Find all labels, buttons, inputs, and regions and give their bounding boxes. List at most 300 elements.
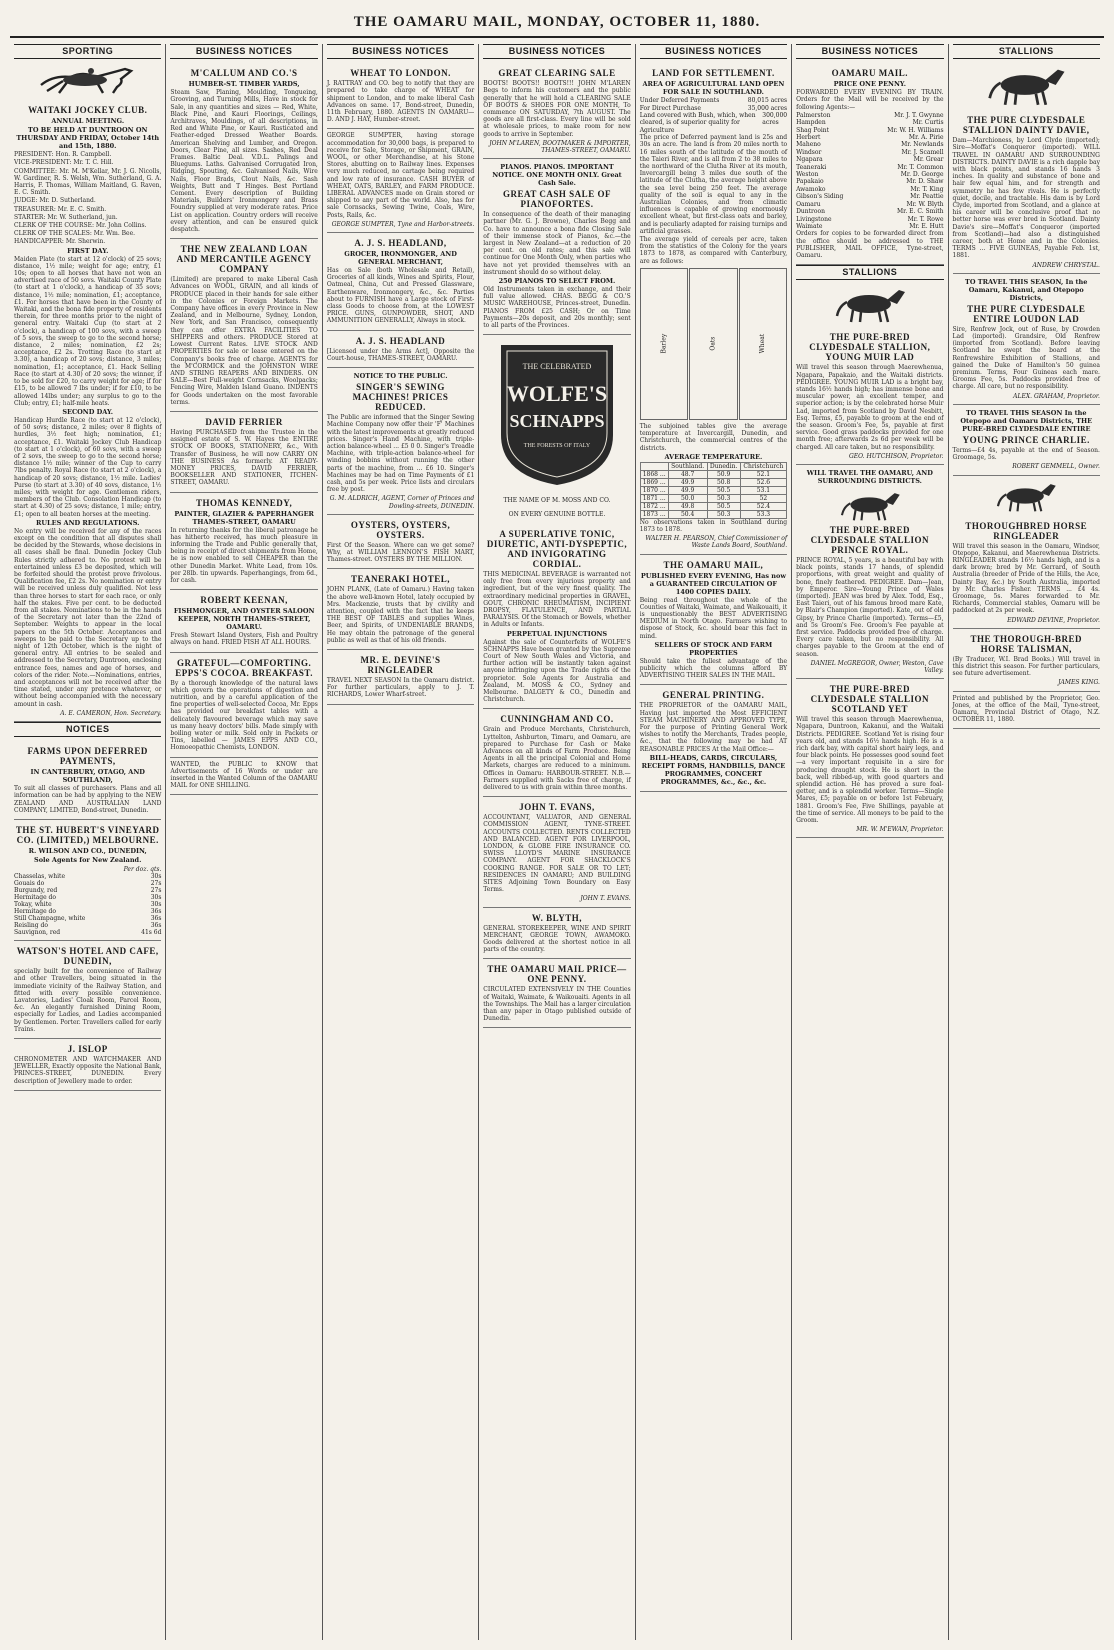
first-day-races: Maiden Plate (to start at 12 o'clock) of 25 sovs; distance, 1½ mile; weight for age; entry, £1 10s; open to all horses that have not won an advertised race of 50 sovs. Waitaki County Plate (to start at 1 o'clock), a handicap of 35 sovs; distance, 1½ mile; nomination, £1; acceptance, £1. For horses that have been in the County of Waitaki, and the bona fide property of residents therein, for three months prior to the night of general entry. Waitaki Cup (to start at 2 o'clock), a handicap of 100 sovs, with a sweep of 5 sovs, the sweep to go to the second horse; distance, 2 miles; nomination, £2 2s; acceptance, £2 2s. Trotting Race (to start at 3.30), a handicap of 20 sovs; distance, 3 miles; nomination, £1; acceptance, £1. Hack Selling Race (to start at 4.30) of 20 sovs; the winner, if to be sold for £20, to carry weight for age; if for £15, to be allowed 7 lbs under; if for £10, to be allowed 14lbs under; any surplus to go to the Club; entry, £1; half-mile heats.: [14, 255, 162, 407]
ad-title: THE NEW ZEALAND LOAN AND MERCANTILE AGENCY COMPANY: [176, 244, 312, 275]
temp-cell: 50.5: [707, 486, 740, 494]
ad-title: THE ST. HUBERT'S VINEYARD CO. (LIMITED,) MELBOURNE.: [15, 825, 160, 846]
agent-row: [796, 164, 943, 171]
printing-list: BILL-HEADS, CARDS, CIRCULARS, RECEIPT FORMS, HANDBILLS, DANCE PROGRAMMES, CONCERT PROGRAMMES, &c., &c., &c.: [641, 753, 786, 786]
ad-body: Being read throughout the whole of the Counties of Waitaki, Waimate, and Waikouaiti, it is unquestionably the BEST ADVERTISING MEDIUM in North Otago. Farmers wishing to dispose of Stock, &c. should bear this fact in mind.: [639, 596, 788, 640]
temp-cell: 50.5: [707, 502, 740, 510]
ad-body: By a thorough knowledge of the natural laws which govern the operations of digestion and nutrition, and by a careful application of the fine properties of well-selected Cocoa, Mr. Epps has provided our breakfast tables with a delicately flavoured beverage which may save us many heavy doctors' bills. Made simply with boiling water or milk. Sold only in Packets or Tins, labelled — JAMES EPPS AND CO., Homoeopathic Chemists, LONDON.: [170, 679, 318, 752]
yield-column-label: Oats: [709, 336, 717, 351]
land-row-label: For Direct Purchase: [639, 104, 701, 112]
temperature-table: [640, 462, 787, 519]
starter: STARTER: Mr. W. Sutherland, jun.: [14, 213, 118, 221]
agent-row: [796, 193, 943, 200]
signature: JOHN T. EVANS.: [580, 895, 631, 903]
handicapper: HANDICAPPER: Mr. Sherwin.: [14, 238, 106, 246]
yield-column: [689, 268, 737, 420]
ad-title: THE PURE-BRED CLYDESDALE STALLION SCOTLAND YET: [810, 684, 929, 715]
ad-subtitle: IN CANTERBURY, OTAGO, AND SOUTHLAND,: [30, 768, 145, 785]
ad-title: THOROUGHBRED HORSE RINGLEADER: [965, 520, 1088, 541]
columns-container: [10, 44, 1104, 1640]
ad-title: WHEAT TO LONDON.: [350, 68, 451, 79]
horse-icon: [825, 284, 915, 324]
emblem-right-text: ON EVERY GENUINE BOTTLE.: [508, 510, 606, 518]
agent-name: Mr. Peattie: [910, 193, 944, 201]
signature: WALTER H. PEARSON, Chief Commissioner of Waste Lands Board, Southland.: [645, 535, 788, 550]
wine-name: Hermitage do: [14, 908, 56, 916]
ad-body: ACCOUNTANT, VALUATOR, AND GENERAL COMMISSION AGENT, TYNE-STREET. ACCOUNTS COLLECTED. RENTS COLLECTED AND BALANCED. AGENT FOR LIVERPOOL, LONDON, & GLOBE FIRE INSURANCE CO. SWISS LLOYD'S MARINE INSURANCE COMPANY. AGENT FOR SHACKLOCK'S COOKING RANGE. FOR SALE OR TO LET; RESIDENCES IN OAMARU; AND BUILDING SITES Adjoining Town Boundary on Easy Terms.: [483, 814, 631, 894]
agent-row: [796, 134, 943, 141]
wine-row: [14, 929, 161, 936]
wine-price: 27s: [150, 880, 162, 888]
temp-cell: 1872 ...: [640, 502, 668, 510]
ad-title: THE PURE CLYDESDALE ENTIRE LOUDON LAD: [967, 303, 1086, 324]
ad-body: GENERAL STOREKEEPER, WINE AND SPIRIT MERCHANT, GEORGE TOWN, AWAMOKO. Goods delivered at the shortest notice in all parts of the country.: [483, 924, 631, 954]
ad-title: W. BLYTH,: [531, 912, 583, 923]
temp-cell: 50.3: [707, 494, 740, 502]
column-header: BUSINESS NOTICES: [327, 44, 474, 59]
ad-body: (Limited) are prepared to make Liberal Cash Advances on WOOL, GRAIN, and all kinds of PRODUCE placed in their hands for sale either in the Colonies or Foreign Markets. The Company have offices in every Province in New Zealand, and in Melbourne, Sydney, London, New York, and San Francisco, consequently they can offer EXTRA FACILITIES TO SHIPPERS and others. PRODUCE Stored at Lowest Current Rates. LIVE STOCK AND PROPERTIES for sale or lease entered on the Company's books free of charge. AGENTS for the M'CORMICK and the JOHNSTON WIRE AND STRING REAPERS AND BINDERS. ON SALE—Best Full-weight Cornsacks, Woolpacks; Fencing Wire, Malden Island Guano. INDENTS for Goods undertaken on the most favorable terms.: [170, 276, 318, 406]
judge: JUDGE: Mr. D. Sutherland.: [14, 197, 96, 205]
wine-price: 36s: [150, 922, 162, 930]
temp-cell: 49.8: [668, 502, 707, 510]
ad-dainty-davie: [953, 110, 1100, 274]
column-header: BUSINESS NOTICES: [170, 44, 317, 59]
ad-wanted: [170, 758, 317, 796]
agent-place: Awamoko: [796, 185, 826, 193]
temp-row: [640, 486, 786, 494]
agent-row: [796, 119, 943, 126]
wine-row: [14, 894, 161, 901]
ad-land-settlement: [640, 63, 787, 554]
agent-name: Mr. E. Hutt: [909, 222, 944, 230]
ad-ferrier: [170, 412, 317, 493]
agent-row: [796, 208, 943, 215]
temp-cell: 53.1: [740, 486, 786, 494]
temp-row: [640, 494, 786, 502]
ad-title: WATSON'S HOTEL AND CAFE, DUNEDIN,: [16, 946, 159, 967]
ad-body: specially built for the convenience of Railway and other Travellers, being situated in the immediate vicinity of the Railway Station, and fitted with every possible convenience. Lavatories, Ladies' Cloak Room, Parcel Room, &c. An elegantly furnished Dining Room, especially for Ladies, and Ladies accompanied by Gentlemen. Porter. Travellers called for early Trains.: [14, 968, 162, 1033]
ad-subtitle: R. WILSON AND CO., DUNEDIN,: [28, 847, 147, 856]
ad-title: TEANERAKI HOTEL,: [351, 574, 451, 585]
wine-row: [14, 915, 161, 922]
yield-column: [640, 268, 688, 420]
agent-row: [796, 178, 943, 185]
agent-place: Shag Point: [796, 126, 830, 134]
imprint-text: Printed and published by the Proprietor, Geo. Jones, at the office of the Mail, Tyne-street, Oamaru, Provincial District of Otago, N.Z. OCTOBER 11, 1880.: [952, 694, 1100, 724]
column-header: BUSINESS NOTICES: [483, 44, 630, 59]
signature: JAMES KING.: [1058, 679, 1100, 687]
agent-row: [796, 216, 943, 223]
temp-cell: 52.4: [740, 502, 786, 510]
temp-cell: 1871 ...: [640, 494, 668, 502]
signature: ALEX. GRAHAM, Proprietor.: [1013, 392, 1100, 400]
agent-row: [796, 127, 943, 134]
ad-body: Orders for copies to be forwarded direct from the office should be addressed to THE PUBLISHER, MAIL OFFICE, Tyne-street, Oamaru.: [796, 230, 944, 259]
emblem-main-text: WOLFE'S: [506, 381, 608, 407]
ad-body: Against the sale of Counterfeits of WOLFE'S SCHNAPPS Have been granted by the Supreme Court of New South Wales and Victoria, and further action will be instantly taken against anyone infringing upon the Trade rights of the proprietor. Sole Agents for Australia and Zealand, M. MOSS & CO., Sydney and Melbourne. DALGETY & CO., Dunedin and Christchurch.: [483, 638, 631, 704]
ad-subtitle: PAINTER, GLAZIER & PAPERHANGER THAMES-STREET, OAMARU: [174, 509, 314, 526]
ad-body: (By Traducer, W.I. Brad Books.) Will travel in this district this season. For further particulars, see future advertisement.: [952, 655, 1100, 678]
temp-cell: 50.9: [707, 470, 740, 478]
clerk-course: CLERK OF THE COURSE: Mr. John Collins.: [14, 222, 147, 230]
temp-header-cell: [640, 462, 668, 470]
land-row-value: 35,000 acres: [747, 104, 788, 112]
yield-column-label: Barley: [660, 334, 668, 354]
ad-title: MR. E. DEVINE'S RINGLEADER: [360, 654, 441, 675]
agent-row: [796, 186, 943, 193]
wine-price: 36s: [150, 915, 162, 923]
president: PRESIDENT: Hon. R. Campbell.: [14, 151, 112, 159]
ad-subtitle: PRICE ONE PENNY.: [833, 80, 906, 89]
ad-title: THOMAS KENNEDY,: [196, 497, 293, 508]
ad-body: Will travel this season through Maerewhenua, Ngapara, Papakaio, and the Waitaki districts. PEDIGREE. YOUNG MUIR LAD is a bright bay, stands 16½ hands high; has immense bone and muscular power, an excellent temper, and superior action; is by the celebrated horse Muir Lad, imported from Scotland by David Nesbitt, Esq. Terms, £5, payable to groom at the end of the season. Groom's Fee, 5s, payable at first service. Good grass paddocks provided for one month free; afterwards 2s 6d per week will be charged. All care taken, but no responsibility.: [796, 364, 944, 451]
emblem-top-text: THE CELEBRATED: [522, 362, 592, 372]
ad-vineyard: [14, 820, 161, 941]
ad-farms: [14, 741, 161, 820]
wine-price: 30s: [150, 873, 162, 881]
ad-body: The average yield of cereals per acre, taken from the statistics of the Colony for the years 1873 to 1878, as compared with Canterbury, are as follows:: [639, 236, 788, 265]
wine-row: [14, 901, 161, 908]
temp-cell: 52: [740, 494, 786, 502]
ad-body: Will travel this season in the Oamaru, Windsor, Otepopo, Kakanui, and Maerewhenua Districts. RINGLEADER stands 16½ hands high, and is a dark brown; bred by Mr. Gerrard, of South Australia (breeder of Pride of the Hills, the Ace, Dainty Bay, &c.) by South Australia, imported by Mr. Charles Fisher. TERMS ... £4 4s. Groomage, 5s. Mares forwarded to Mr. Richards, Commercial stables, Oamaru will be paddocked at 2s per week.: [952, 542, 1100, 615]
ad-title: FARMS UPON DEFERRED PAYMENTS,: [27, 746, 148, 767]
temp-cell: 1869 ...: [640, 478, 668, 486]
ad-title: JOHN T. EVANS,: [519, 802, 595, 813]
column-business-4: [636, 44, 792, 1640]
agent-name: Mr. E. C. Smith: [896, 208, 944, 216]
wine-price: 30s: [150, 894, 162, 902]
agent-row: [796, 171, 943, 178]
ad-body: GEORGE SUMPTER, having storage accommodation for 30,000 bags, is prepared to receive for Sale, Storage, or Shipment, GRAIN, WOOL, or other Merchandise, at his Stone Stores, abutting on to Railway lines. Expenses very much reduced, no cartage being required and low rate of insurance. CASH BUYER of WHEAT, OATS, BARLEY, and FARM PRODUCE. LIBERAL ADVANCES made on Grain stored or shipped to any part of the world. Also, has for sale Cornsacks, Sewing Twine, Coals, Wire, Posts, Rails, &c.: [326, 132, 475, 219]
ad-title: A. J. S. HEADLAND: [355, 335, 446, 346]
racehorse-icon: [33, 63, 143, 97]
wine-name: Reisling do: [14, 922, 48, 930]
ad-talisman: [953, 629, 1100, 692]
horse-illustration: [953, 63, 1100, 107]
temp-header-cell: Southland.: [668, 462, 707, 470]
ad-prince-royal: [796, 465, 943, 679]
horse-illustration: [953, 479, 1100, 513]
ad-body: The price of Deferred payment land is 25s and 30s an acre. The land is from 20 miles north to 16 miles south of the latitude of the mouth of the Taieri River, and is all from 2 to 38 miles to the northward of the Clutha River at its mouth, Invercargill being 3 miles due south of the latitude of the Clutha, the average height above the sea level being 250 feet. The average quality of the soil is equal to any in the Australian Colonies, and from climatic influences is capable of growing enormously excellent wheat, but first-class oats and barley, and is peculiarly adapted for raising turnips and artificial grasses.: [639, 134, 788, 235]
ad-body: Having PURCHASED from the Trustee in the assigned estate of S. W. Hayes the ENTIRE STOCK OF BOOKS, STATIONERY, &c., With Transfer of Business, he will now CARRY ON THE BUSINESS As formerly. AT READY-MONEY PRICES, DAVID FERRIER, BOOKSELLER AND STATIONER, ITCHEN-STREET, OAMARU.: [170, 428, 318, 487]
agent-place: Waimate: [796, 222, 823, 230]
agents-list: [796, 112, 943, 231]
wine-row: [14, 922, 161, 929]
ad-title: M'CALLUM AND CO.'S: [190, 68, 298, 79]
wine-row: [14, 887, 161, 894]
agent-place: Oamaru: [796, 200, 821, 208]
agent-row: [796, 141, 943, 148]
per-doz-label: Per doz. qts.: [123, 866, 162, 874]
emblem-main-text-2: SCHNAPPS: [509, 411, 605, 432]
second-day-races: Handicap Hurdle Race (to start at 12 o'clock), of 50 sovs; distance, 2 miles; over 8 flights of hurdles, 3½ feet high; nomination, £1; acceptance, £1. Waitaki Jockey Club Handicap (to start at 1 o'clock), of 60 sovs, with a sweep of 2 sovs, the sweep to go to the second horse; distance 1½ mile; winner of the Cup to carry 7lbs penalty. Royal Race (to start at 2 o'clock), a handicap of 20 sovs; distance, 1½ mile. Ladies' Purse (to start at 3.30) of 40 sovs, distance, 1½ miles; with weight for age. Gentlemen riders, members of the Club. Consolation Handicap (to start at 4.30) of 25 sovs; distance, 1 mile; entry, £1; open to all beaten horses at the meeting.: [14, 416, 162, 518]
wine-price: 30s: [150, 901, 162, 909]
agent-name: Mr. Curtis: [912, 119, 944, 127]
column-header: BUSINESS NOTICES: [640, 44, 787, 59]
ad-title: GREAT CASH SALE OF PIANOFORTES.: [503, 189, 611, 210]
wolfes-schnapps-emblem: [493, 339, 621, 518]
ad-subtitle: AREA OF AGRICULTURAL LAND OPEN FOR SALE IN SOUTHLAND.: [642, 80, 785, 97]
horse-icon: [830, 488, 910, 522]
ad-body: Should take the fullest advantage of the publicity which the columns afford BY ADVERTISING THEIR SALES IN THE MAIL.: [639, 657, 788, 680]
column-business-5: [792, 44, 948, 1640]
ad-teaneraki-hotel: [327, 569, 474, 650]
ad-young-muir-lad: [796, 327, 943, 465]
ad-body: Will travel this season through Maerewhenua, Ngapara, Duntroon, Kakanui, and the Waitaki Districts. PEDIGREE. Scotland Yet is rising four years old, and stands 16½ hands high. He is a rich dark bay, with capital short hairy legs, and four black points. He possesses good sound feet—a very important requisite in a sire for producing draught stock. He is short in the back, well ribbed-up, with good quarters and splendid action. He has proved a sure foal-getter, and is a splendid worker. Terms—Single Mares, £5; payable on or before 1st February, 1881. Groom's Fee, Five Shillings, payable at the time of service. All moneys to be paid to the Groom.: [796, 716, 944, 825]
agent-place: Herbert: [796, 134, 821, 142]
ad-body: THE PROPRIETOR of the OAMARU MAIL, Having just imported the Most EFFICIENT STEAM MACHINERY AND APPROVED TYPE, For the purpose of Printing General Work wishes to notify the Merchants, Trades people, &c., that the following may be had AT REASONABLE PRICES At the Mail Office:—: [639, 702, 788, 753]
ad-body: J. RATTRAY and CO. beg to notify that they are prepared to take charge of WHEAT for shipment to London, and to make liberal Cash Advances on same. 17, Bond-street, Dunedin, 11th February, 1880. AGENTS IN OAMARU— D. AND J. HAY, Humber-street.: [326, 80, 475, 124]
ad-body: [Licensed under the Arms Act], Opposite the Court-house, THAMES-STREET, OAMARU.: [326, 347, 475, 362]
signature: GEORGE SUMPTER, Tyne and Harbor-streets.: [331, 220, 475, 228]
ad-title: YOUNG PRINCE CHARLIE.: [962, 434, 1090, 445]
emblem-left-text: THE NAME OF M. MOSS AND CO.: [503, 497, 611, 505]
temp-row: [640, 510, 786, 518]
land-row-value: 80,015 acres: [747, 97, 788, 105]
ad-subtitle: PIANOS. PIANOS. IMPORTANT NOTICE. ONE MONTH ONLY. Great Cash Sale.: [492, 163, 622, 188]
ad-title: A SUPERLATIVE TONIC, DIURETIC, ANTI-DYSPEPTIC, AND INVIGORATING CORDIAL.: [486, 528, 628, 569]
wine-price: 27s: [150, 887, 162, 895]
agent-name: Mr. T. Common: [897, 163, 944, 171]
land-row-label: Land covered with Bush, which, when cleared, is of superior quality for Agriculture: [639, 112, 756, 134]
agent-name: Mr. D. George: [900, 171, 944, 179]
ad-body: BOOTS! BOOTS!! BOOTS!!! JOHN M'LAREN Begs to inform his customers and the public generally that he will hold a CLEARING SALE OF BOOTS & SHOES FOR ONE MONTH, To commence ON SATURDAY, 7th AUGUST. The goods are all first-class. Every line will be sold at wholesale prices, to make room for new goods to arrive in September.: [483, 80, 631, 138]
ad-pianos: [483, 159, 630, 335]
land-area-list: [640, 97, 787, 134]
signature: ROBERT GEMMELL, Owner.: [1012, 463, 1100, 471]
ad-subtitle: ANNUAL MEETING.: [51, 117, 125, 126]
ad-subtitle: TO TRAVEL THIS SEASON, In the Oamaru, Kakanui, and Otepopo Districts,: [965, 277, 1088, 302]
temp-row: [640, 470, 786, 478]
ad-subtitle: GROCER, IRONMONGER, AND GENERAL MERCHANT,: [344, 250, 457, 267]
land-row: [640, 105, 787, 112]
ad-body: Grain and Produce Merchants, Christchurch, Lyttelton, Ashburton, Timaru, and Oamaru, are prepared to Purchase for Cash or Make Advances on all kinds of Farm Produce. Being Agents in all the principal Colonial and Home Markets, charges are reduced to a minimum. Offices in Oamaru: HARBOUR-STREET. N.B.—Farmers supplied with Sacks free of charge, if delivered to us with grain within three months.: [483, 726, 631, 791]
ad-subtitle: WILL TRAVEL THE OAMARU, AND SURROUNDING DISTRICTS.: [806, 468, 933, 485]
ad-body: To suit all classes of purchasers. Plans and all information can be had by applying to the NEW ZEALAND AND AUSTRALIAN LAND COMPANY, LIMITED, Bond-street, Dunedin.: [14, 785, 162, 814]
wine-row: [14, 908, 161, 915]
rules-heading: RULES AND REGULATIONS.: [35, 518, 140, 527]
wine-name: Hermitage do: [14, 894, 56, 902]
second-day-heading: SECOND DAY.: [62, 407, 114, 416]
ad-scotland-yet: [796, 679, 943, 838]
column-sporting: [10, 44, 166, 1640]
yield-column-label: Wheat: [759, 334, 767, 354]
agent-place: Hampden: [796, 119, 826, 127]
agent-name: Mr. W. H. Williams: [887, 126, 944, 134]
wine-name: Burgundy, red: [14, 887, 58, 895]
temp-cell: 1868 ...: [640, 470, 668, 478]
emblem-bottom-text: THE FORESTS OF ITALY: [523, 443, 591, 450]
ad-wheat-to-london: [327, 63, 474, 129]
wine-name: Still Champagne, white: [14, 915, 86, 923]
ad-subtitle: HUMBER-ST. TIMBER YARDS,: [188, 80, 300, 89]
ad-mccallum: [170, 63, 317, 239]
agent-place: Teaneraki: [796, 163, 827, 171]
agent-place: Gibson's Siding: [796, 193, 844, 201]
ad-title: THE OAMARU MAIL PRICE—ONE PENNY.: [487, 964, 627, 985]
ad-subtitle: SELLERS OF STOCK AND FARM PROPERTIES: [654, 640, 773, 657]
ad-body: Fresh Stewart Island Oysters, Fish and Poultry always on hand. FRIED FISH AT ALL HOURS.: [170, 632, 318, 647]
stallions-header: STALLIONS: [796, 265, 943, 280]
column-header: SPORTING: [14, 44, 161, 59]
ad-clearing-sale: [483, 63, 630, 159]
treasurer: TREASURER: Mr. E. C. Smith.: [14, 205, 107, 213]
ad-body: Old Instruments taken in exchange, and their full value allowed. CHAS. BEGG & CO.'S MUSIC WAREHOUSE, Princes-street, Dunedin. PIANOS FROM £25 CASH; Or on Time Payments—20s deposit, and 20s monthly; sent to all parts of the Provinces.: [483, 286, 631, 330]
agent-place: Windsor: [796, 148, 822, 156]
ad-evans: [483, 797, 630, 907]
meeting-info: TO BE HELD AT DUNTROON ON THURSDAY AND FRIDAY, October 14th and 15th, 1880.: [16, 126, 160, 151]
ad-body: FORWARDED EVERY EVENING BY TRAIN. Orders for the Mail will be received by the following Agents:—: [796, 89, 944, 111]
ad-body: THIS MEDICINAL BEVERAGE is warranted not only free from every injurious property and ingredient, but of the very finest quality. The extraordinary medicinal properties in GRAVEL, GOUT, CHRONIC RHEUMATISM, INCIPIENT DROPSY, FLATULENCE, AND PARTIAL PARALYSIS. Of the Stomach or Bowels, whether in Adults or Infants.: [483, 570, 631, 629]
temp-cell: 52.1: [740, 470, 786, 478]
signature: JOHN M'LAREN, BOOTMAKER & IMPORTER, THAMES-STREET, OAMARU.: [489, 139, 631, 155]
agent-row: [796, 112, 943, 119]
ad-body: WANTED, the PUBLIC to KNOW that Advertisements of 16 Words or under are inserted in the Wanted Column of the OAMARU MAIL for ONE SHILLING.: [170, 760, 318, 790]
first-day-heading: FIRST DAY.: [67, 246, 109, 255]
agent-place: Duntroon: [796, 208, 826, 216]
agent-name: Mr. J. Scamell: [901, 148, 944, 156]
ad-subtitle: FISHMONGER, AND OYSTER SALOON KEEPER, NORTH THAMES-STREET, OAMARU.: [173, 607, 315, 632]
temp-cell: 49.9: [668, 478, 707, 486]
ad-title: THE OAMARU MAIL,: [663, 559, 764, 570]
ad-subtitle: Sole Agents for New Zealand.: [34, 856, 142, 865]
temp-row: [640, 478, 786, 486]
ad-ringleader: [953, 516, 1100, 629]
committee: COMMITTEE: Mr. M. M'Kellar, Mr. J. G. Nicolls, W. Gardiner, R. S. Welsh, Wm. Sutherland, G. A. Harris, F. Thomas, William Maitland, G. Raven, E. C. Smith.: [14, 167, 162, 197]
signature: EDWARD DEVINE, Proprietor.: [1007, 616, 1100, 624]
wine-price: 41s 6d: [141, 929, 162, 937]
temp-cell: 53.3: [740, 510, 786, 518]
ad-islop: [14, 1039, 161, 1091]
ad-title: THE THOROUGH-BRED HORSE TALISMAN,: [970, 633, 1083, 654]
signature: DANIEL McGREGOR, Owner, Weston, Cave Valley.: [810, 659, 944, 675]
ad-kennedy: [170, 493, 317, 591]
ad-subtitle: PERPETUAL INJUNCTIONS: [506, 629, 608, 638]
schnapps-shield-icon: [493, 339, 621, 489]
ad-title: DAVID FERRIER: [205, 416, 283, 427]
ad-body: TRAVEL NEXT SEASON In the Oamaru district. For further particulars, apply to J. T. RICHARDS, Lower Wharf-street.: [326, 676, 475, 699]
ad-nz-loan: [170, 239, 317, 412]
agent-row: [796, 223, 943, 230]
ad-singer: [327, 368, 474, 515]
agent-row: [796, 149, 943, 156]
agent-name: Mr. J. T. Gwynne: [894, 111, 944, 119]
vice-president: VICE-PRESIDENT: Mr. T. C. Hill.: [14, 159, 114, 167]
ad-title: GREAT CLEARING SALE: [498, 68, 616, 79]
ad-body: Terms—£4 4s, payable at the end of Season. Groomage, 5s.: [952, 446, 1100, 462]
ad-subtitle: NOTICE TO THE PUBLIC.: [353, 372, 448, 381]
temp-cell: 49.9: [668, 486, 707, 494]
temp-cell: 50.4: [668, 510, 707, 518]
wine-name: Gouais do: [14, 880, 45, 888]
masthead: THE OAMARU MAIL, MONDAY, OCTOBER 11, 1880.: [10, 8, 1104, 38]
ad-body: In returning thanks for the liberal patronage he has hitherto received, has much pleasure in informing the Trade and Public generally that, being in receipt of direct shipments from Home, he is now enabled to sell CHEAPER than the other Dunedin Market. White Lead, from 10s. per 28lb. tin upwards. Paperhangings, from 6d., for cash.: [170, 526, 318, 584]
ad-title: ROBERT KEENAN,: [200, 595, 288, 606]
land-row: [640, 97, 787, 104]
ad-oamaru-mail: [483, 959, 630, 1028]
ad-blyth: [483, 908, 630, 960]
ad-body: The Public are informed that the Singer Sewing Machine Company now offer their 'F' Machines with the latest improvements at greatly reduced prices. Singer's Hand Machine, with triple-action balance-wheel ... £5 0 0. Singer's Treadle Machine, with triple-action balance-wheel for winding bobbins without running the other parts of the machine, from ... £6 10. Singer's Machines may be had on Time Payments of £1 cash, and 5s per week. Price lists and circulars free by post.: [326, 414, 475, 494]
ad-sumpter: [327, 129, 474, 233]
ad-body: PRINCE ROYAL, 5 years, is a beautiful bay with black points, stands 17 hands, of splendid proportions, with great weight and quality of bone, finely feathered. PEDIGREE. Dam—Jean, by Emperor. Sire—Young Prince of Wales (imported). JEAN was bred by Alex. Todd, Esq., East Taieri, out of his famous brood mare Kate, by Blair's Champion (imported). Kate, out of old Gipsy, by Prince Charlie (imported). Terms—£5, and 5s Groom's Fee. Groom's Fee payable at first service. Paddocks provided free of charge. Every care taken, but no responsibility. All charges payable to the Groom at the end of season.: [796, 556, 944, 658]
temp-header-cell: Dunedin.: [707, 462, 740, 470]
wine-price: 36s: [150, 908, 162, 916]
ad-title: THE PURE CLYDESDALE STALLION DAINTY DAVIE,: [962, 115, 1090, 136]
wine-name: Sauvignon, red: [14, 929, 61, 937]
ad-body: CHRONOMETER AND WATCHMAKER AND JEWELLER, Exactly opposite the National Bank, PRINCES-STREET, DUNEDIN. Every description of Jewellery made to order.: [14, 1056, 162, 1085]
publisher-imprint: [953, 692, 1100, 730]
horse-icon: [976, 63, 1076, 107]
ad-body: First Of the Season. Where can we get some? Why, at WILLIAM LENNON'S FISH MART, Thames-street. OYSTERS BY THE MILLION.: [326, 541, 475, 564]
ad-title: WAITAKI JOCKEY CLUB.: [28, 105, 148, 116]
ad-title: OYSTERS, OYSTERS, OYSTERS.: [350, 519, 451, 540]
signature: G. M. ALDRICH, AGENT, Corner of Princes and Dowling-streets, DUNEDIN.: [329, 495, 475, 510]
ad-body: Sire, Renfrew Jock, out of Ruse, by Crowden Lad (imported). Grandsire, Old Renfrew (imported from Scotland). Before leaving Scotland he swept the board at the Renfrewshire Exhibition of Stallions, and gained the Duke of Hamilton's 50 guinea premium. Terms, Four Guineas each mare. Grooms Fee, 5s. Paddocks provided free of charge. All care, but no responsibility.: [952, 325, 1100, 391]
land-row-label: Under Deferred Payments: [639, 97, 720, 105]
ad-loudon-lad: [953, 274, 1100, 405]
ad-devine-ringleader: [327, 650, 474, 705]
ad-subtitle: TO TRAVEL THIS SEASON In the Otepopo and Oamaru Districts, THE PURE-BRED CLYDESDALE ENTIRE: [960, 408, 1093, 433]
clerk-scales: CLERK OF THE SCALES: Mr. Wm. Bee.: [14, 230, 136, 238]
agent-name: Mr. T. Rowe: [907, 215, 944, 223]
ad-schnapps-tonic: [483, 524, 630, 709]
ad-oamaru-mail-circulation: [640, 555, 787, 686]
wine-price-table: [14, 873, 161, 936]
signature: MR. W. M'EWAN, Proprietor.: [856, 826, 944, 834]
ad-body: JOHN PLANK, (Late of Oamaru.) Having taken the above well-known Hotel, lately occupied by Mrs. Mackenzie, trusts that by civility and attention, coupled with the fact that he keeps THE BEST OF TABLES and supplies Wines, Beer, and Spirits, of UNDENIABLE BRANDS, He may obtain the patronage of the general public as well as that of his old friends.: [326, 586, 475, 644]
ad-title: SINGER'S SEWING MACHINES! PRICES REDUCED.: [352, 382, 449, 413]
ad-body: CIRCULATED EXTENSIVELY IN THE Counties of Waitaki, Waimate, & Waikouaiti. Agents in all the Townships. The Mail has a larger circulation than any paper in Otago published outside of Dunedin.: [483, 986, 631, 1023]
ad-oysters: [327, 515, 474, 570]
notices-header: NOTICES: [14, 722, 161, 737]
ad-body: The subjoined tables give the average temperature at Invercargill, Dunedin, and Christchurch, the commercial centres of the districts.: [639, 422, 788, 452]
ad-young-prince-charlie: [953, 405, 1100, 476]
ad-keenan: [170, 590, 317, 652]
temp-cell: 50.3: [707, 510, 740, 518]
ad-cunningham: [483, 709, 630, 797]
ad-headland-arms: [327, 331, 474, 368]
signature: ANDREW CHRYSTAL.: [1032, 261, 1100, 269]
horse-icon: [986, 479, 1066, 513]
column-stallions: [949, 44, 1104, 1640]
agent-place: Livingstone: [796, 215, 832, 223]
temp-cell: 1873 ...: [640, 510, 668, 518]
temp-cell: 50.0: [668, 494, 707, 502]
ad-title: A. J. S. HEADLAND,: [354, 238, 447, 249]
ad-title: J. ISLOP: [67, 1044, 108, 1055]
ad-title: GRATEFUL—COMFORTING. EPPS'S COCOA. BREAKFAST.: [175, 657, 313, 678]
horse-illustration: [796, 284, 943, 324]
column-business-1: [166, 44, 322, 1640]
agent-place: Palmerston: [796, 111, 831, 119]
ad-body: Steam Saw, Planing, Moulding, Tongueing, Grooving, and Turning Mills, Have in stock for Sale, in any quantities and sizes — Red, White, Black Pine, and Kauri Floorings, Ceilings, Architraves, Mouldings, of all descriptions, in Red and White Pine, or Kauri. Rusticated and Feather-edged Dressed Weather Boards. American Shelving and Lumber, and Oregon. Doors, Clear Pine, all sizes. Sashes, Red Deal Frames. Baltic Deal. V.D.L. Palings and Bluegums. Laths. Galvanised Corrugated Iron, Ridging, Spouting, &c. Galvanised Nails, Wire Nails, Floor Brads, Clout Nails, &c. Sash Weights, Butt and T Hinges. Best Portland Cement. Every description of Building Materials, Builders' Ironmongery and Brass Foundry supplied at very moderate rates. Price List on application. Country orders will receive every attention, and can be ensured quick despatch.: [170, 89, 318, 234]
rules-text: No entry will be received for any of the races except on the condition that all disputes shall be decided by the Stewards, whose decisions in all cases shall be final. Dunedin Jockey Club Rules strictly adhered to. No protest will be entertained unless £3 be deposited, which will be forfeited should the protest prove frivolous. Qualification fee, £2 2s. No nomination or entry will be received unless duly qualified. Not less than three horses to start for each race, or only half the stakes. Five per cent. to be deducted from all stakes. Nominations to be in the hands of the Secretary not later than the 22nd of September. Weights to appear in the local papers on the 5th October. Acceptances and sweeps to be paid to the Secretary up to the night of 12th October, which is the night of general entry. All entries to be sealed and addressed to the Secretary, Duntroon, enclosing entrance fees, names and age of horses, and colors of the rider. Note.—Nominations, entries, and acceptances will not be received after the time stated, under any pretence whatever, or without being accompanied with the necessary amount in cash.: [14, 527, 162, 708]
ad-body: Dam—Marchioness, by Lord Clyde (imported); Sire—Moffat's Conqueror (imported). WILL TRAVEL IN OAMARU AND SURROUNDING DISTRICTS. DAINTY DAVIE is a rich dapple bay with black points, and stands 16 hands 3 inches. In quality and substance of bone and hair few equal him, and for strength and symmetry he has few rivals. He is perfectly quiet, docile, and tractable. His dam is by Lord Clyde, imported from Scotland, and a glance at his career will be conclusive proof that no better horse was ever bred in Scotland. Dainty Davie's sire—Moffat's Conqueror (imported from Scotland)—had also a distinguished career, both at Home and in the Colonies. TERMS ... FIVE GUINEAS, Payable Feb. 1st, 1881.: [952, 137, 1100, 260]
agent-name: Mr. W. Blyth: [906, 200, 944, 208]
ad-title: THE PURE-BRED CLYDESDALE STALLION PRINCE ROYAL.: [810, 524, 929, 555]
agent-row: [796, 201, 943, 208]
land-row: [640, 112, 787, 134]
agent-place: Weston: [796, 171, 819, 179]
wine-row: [14, 873, 161, 880]
wine-name: Tokay, white: [14, 901, 52, 909]
ad-mail-agents: [796, 63, 943, 265]
column-business-2: [323, 44, 479, 1640]
ad-title: LAND FOR SETTLEMENT.: [652, 68, 775, 79]
temp-header-cell: Christchurch: [740, 462, 786, 470]
ad-title: THE PURE-BRED CLYDESDALE STALLION, YOUNG MUIR LAD: [809, 332, 931, 363]
ad-body: In consequence of the death of their managing partner (Mr. G. J. Browne), Charles Begg and Co. have to announce a bona fide Closing Sale of their immense stock of Pianos, &c.—the largest in New Zealand—at a reduction of 20 per cent. on old rates; and this sale will continue for One Month Only, when parties who have not yet provided themselves with an instrument should do so without delay.: [483, 211, 631, 276]
